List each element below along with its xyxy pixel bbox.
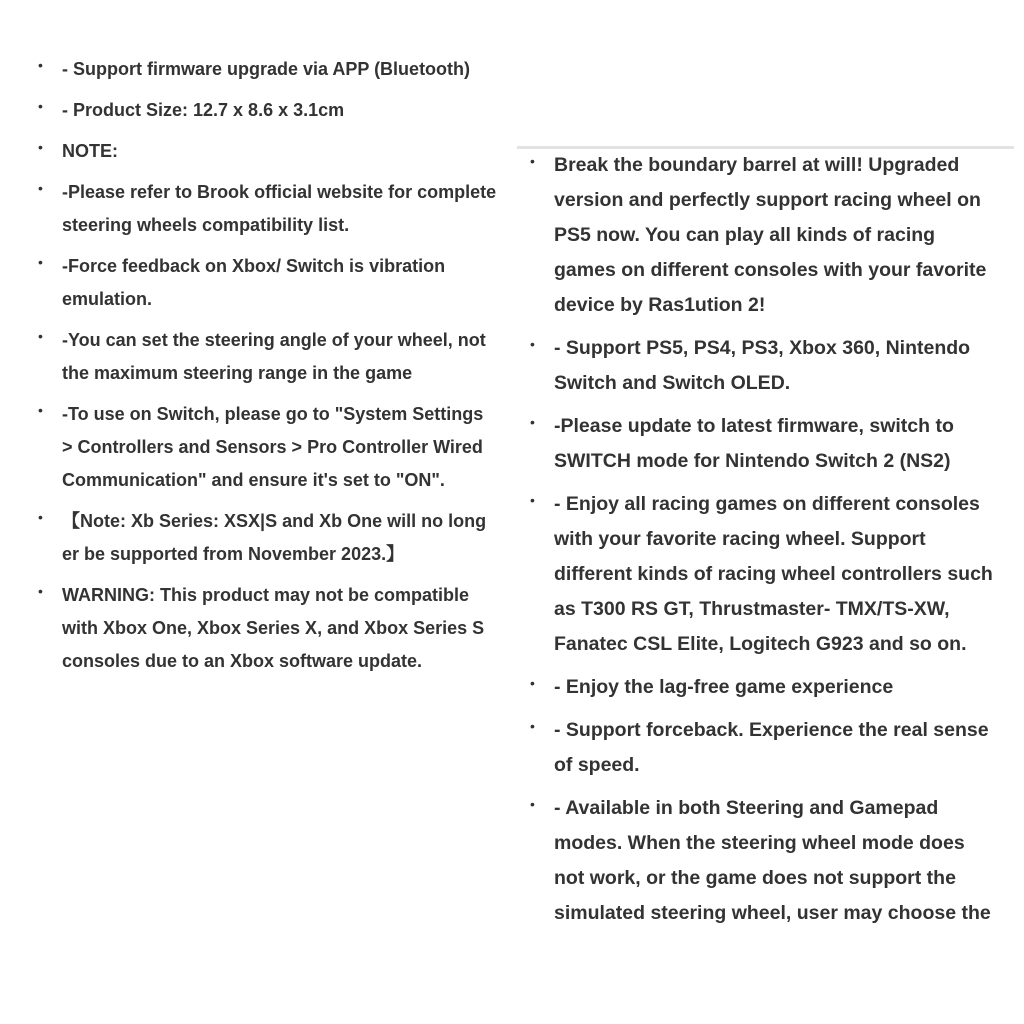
list-item: • - Product Size: 12.7 x 8.6 x 3.1cm	[38, 94, 498, 127]
list-item: • - Support forceback. Experience the real sense of speed.	[530, 713, 1000, 783]
list-item: • WARNING: This product may not be compatible with Xbox One, Xbox Series X, and Xbox Series S consoles due to an Xbox software update.	[38, 579, 498, 678]
list-item: • - Enjoy the lag-free game experience	[530, 670, 1000, 705]
list-item: • - Support PS5, PS4, PS3, Xbox 360, Nintendo Switch and Switch OLED.	[530, 331, 1000, 401]
left-feature-list	[38, 53, 498, 686]
list-item: • -You can set the steering angle of your wheel, not the maximum steering range in the game	[38, 324, 498, 390]
list-item: • 【Note: Xb Series: XSX|S and Xb One will no long er be supported from November 2023.】	[38, 505, 498, 571]
list-item: • - Available in both Steering and Gamepad modes. When the steering wheel mode does not work, or the game does not support the simulated steering wheel, user may choose the	[530, 791, 1000, 928]
list-item: • -To use on Switch, please go to "System Settings > Controllers and Sensors > Pro Controller Wired Communication" and ensure it's set to "ON".	[38, 398, 498, 497]
right-feature-list	[530, 148, 1000, 928]
list-item: • -Force feedback on Xbox/ Switch is vibration emulation.	[38, 250, 498, 316]
list-item: • Break the boundary barrel at will! Upgraded version and perfectly support racing wheel on PS5 now. You can play all kinds of racing games on different consoles with your favorite device by Ras1ution 2!	[530, 148, 1000, 323]
list-item: • NOTE:	[38, 135, 498, 168]
list-item: • - Support firmware upgrade via APP (Bluetooth)	[38, 53, 498, 86]
list-item: • - Enjoy all racing games on different consoles with your favorite racing wheel. Support different kinds of racing wheel controllers such as T300 RS GT, Thrustmaster- TMX/TS-XW, Fanatec CSL Elite, Logitech G923 and so on.	[530, 487, 1000, 662]
list-item: • -Please update to latest firmware, switch to SWITCH mode for Nintendo Switch 2 (NS2)	[530, 409, 1000, 479]
list-item: • -Please refer to Brook official website for complete steering wheels compatibility list.	[38, 176, 498, 242]
